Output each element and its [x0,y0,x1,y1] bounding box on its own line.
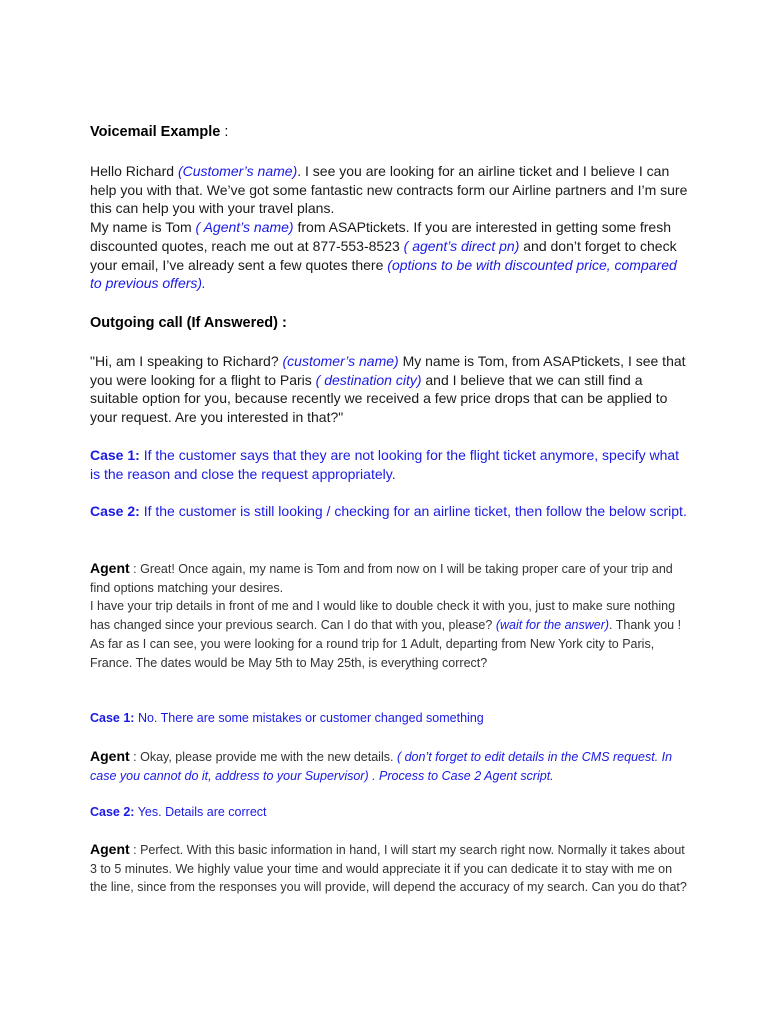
placeholder-note: (wait for the answer) [495,618,610,633]
placeholder-note: ( agent’s direct pn) [403,237,520,254]
outgoing-case-2: Case 2: If the customer is still looking / checking for an airline ticket, then follow the below script. [90,503,687,519]
confirm-case-2: Case 2: Yes. Details are correct [90,805,267,819]
outgoing-case-1: Case 1: If the customer says that they are not looking for the flight ticket anymore, specify what is the reason and close the request appropriately. [90,447,680,482]
agent-script-2: Agent : Okay, please provide me with the new details. ( don’t forget to edit details in the CMS request. In case you cannot do it, address to your Supervisor) . Process to Case 2 Agent script. [90,748,673,783]
confirm-case-1: Case 1: No. There are some mistakes or customer changed something [90,711,484,725]
outgoing-call-script: "Hi, am I speaking to Richard? (customer’s name) My name is Tom, from ASAPtickets, I see that you were looking for a flight to Paris ( destination city) and I believe that we can still find a suitable option for you, because recently we received a few price drops that can be applied to your request. Are you interested in that?" [90,353,686,426]
agent-label: Agent [90,748,130,764]
agent-label: Agent [90,841,130,857]
outgoing-call-heading: Outgoing call (If Answered) : [90,315,287,331]
voicemail-script [90,162,690,293]
placeholder-note: (customer’s name) [282,353,399,369]
placeholder-note: ( Agent’s name) [195,219,294,236]
placeholder-note: ( don’t forget to edit details in the CMS request. In case you cannot do it, address to your Supervisor) . Process to Case 2 Agent script. [90,750,673,783]
agent-label: Agent [90,560,130,576]
voicemail-paragraph-1: Hello Richard (Customer’s name). I see you are looking for an airline ticket and I believe I can help you with that. We’ve got some fantastic new contracts form our Airline partners and I’m sure this can help you with your travel plans. [90,163,688,217]
agent-script-1: Agent : Great! Once again, my name is Tom and from now on I will be taking proper care of your trip and find options matching your desires. I have your trip details in front of me and I would like to double check it with you, just to make sure nothing has changed since your previous search. Can I do that with you, please? (wait for the answer). Thank you ! As far as I can see, you were looking for a round trip for 1 Adult, departing from New York city to Paris, France. The dates would be May 5th to May 25th, is everything correct? [90,560,682,670]
voicemail-paragraph-2: My name is Tom ( Agent’s name) from ASAPtickets. If you are interested in getting some fresh discounted quotes, reach me out at 877-553-8523 ( agent’s direct pn) and don’t forget to check your email, I’ve already sent a few quotes there (options to be with discounted price, compared to previous offers). [90,219,677,292]
voicemail-heading: Voicemail Example : [90,124,229,140]
placeholder-note: ( destination city) [315,371,422,388]
placeholder-note: (options to be with discounted price, compared to previous offers). [90,256,677,292]
placeholder-note: (Customer’s name) [177,163,298,179]
agent-script-3: Agent : Perfect. With this basic information in hand, I will start my search right now. Normally it takes about 3 to 5 minutes. We highly value your time and would appreciate it if you can dedicate it to stay with me on the line, since from the responses you will provide, will depend the accuracy of my search. Can you do that? [90,841,687,895]
